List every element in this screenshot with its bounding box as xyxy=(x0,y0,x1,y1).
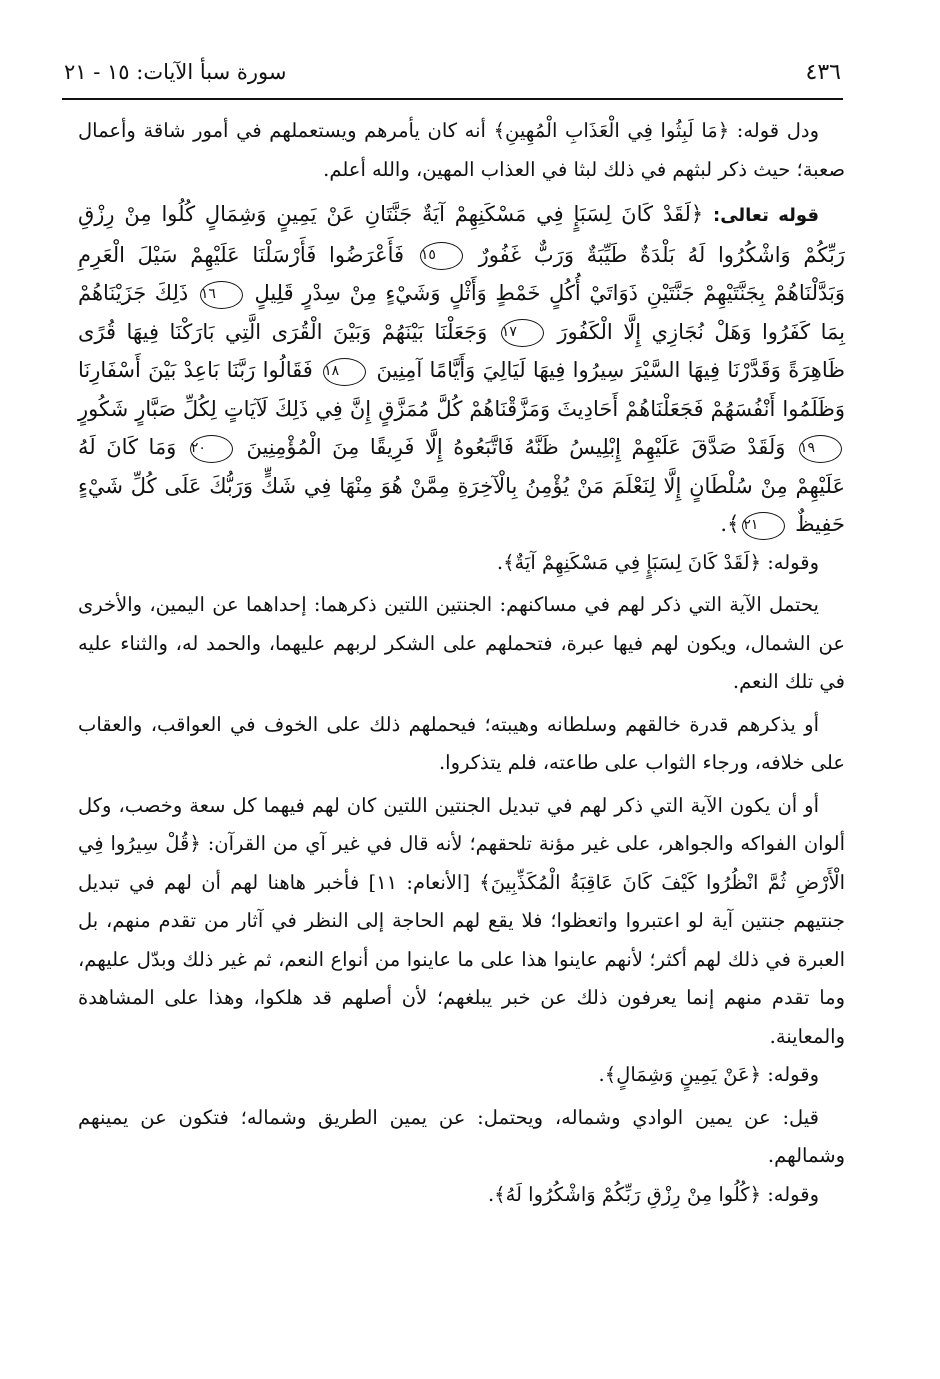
page-content xyxy=(78,112,845,1214)
quran-quote: ﴿مَا لَبِثُوا فِي الْعَذَابِ الْمُهِينِ﴾ xyxy=(493,119,730,142)
verse-text: ذَلِكَ جَزَيْنَاهُمْ بِمَا كَفَرُوا وَهَلْ نُجَازِي إِلَّا الْكَفُورَ xyxy=(78,281,845,344)
surah-title: سورة سبأ الآيات: ١٥ - ٢١ xyxy=(64,60,287,84)
text: ودل قوله: xyxy=(729,119,819,142)
verse-text: فَأَعْرَضُوا فَأَرْسَلْنَا عَلَيْهِمْ سَيْلَ الْعَرِمِ وَبَدَّلْنَاهُمْ بِجَنَّتَيْهِمْ جَنَّتَيْنِ ذَوَاتَيْ أُكُلٍ خَمْطٍ وَأَثْلٍ وَشَيْءٍ مِنْ سِدْرٍ قَلِيلٍ xyxy=(78,242,845,305)
paragraph: أو يذكرهم قدرة خالقهم وسلطانه وهيبته؛ فيحملهم ذلك على الخوف في العواقب، والعقاب على خلافه، ورجاء الثواب على طاعته، فلم يتذكروا. xyxy=(78,712,845,774)
ayah-number-marker: ١٦ xyxy=(200,281,243,309)
ayah-number-marker: ١٥ xyxy=(420,242,463,270)
text: وقوله: xyxy=(761,1182,819,1206)
verse-text: فَقَالُوا رَبَّنَا بَاعِدْ بَيْنَ أَسْفَارِنَا وَظَلَمُوا أَنْفُسَهُمْ فَجَعَلْنَاهُمْ أَحَادِيثَ وَمَزَّقْنَاهُمْ كُلَّ مُمَزَّقٍ إِنَّ فِي ذَلِكَ لَآيَاتٍ لِكُلِّ صَبَّارٍ شَكُورٍ xyxy=(78,358,845,421)
quran-quote: ﴿عَنْ يَمِينٍ وَشِمَالٍ﴾ xyxy=(604,1063,762,1086)
verse-text: وَمَا كَانَ لَهُ عَلَيْهِمْ مِنْ سُلْطَانٍ إِلَّا لِنَعْلَمَ مَنْ يُؤْمِنُ بِالْآخِرَةِ مِمَّنْ هُوَ مِنْهَا فِي شَكٍّ وَرَبُّكَ عَلَى كُلِّ شَيْءٍ حَفِيظٌ xyxy=(78,435,845,536)
text: وقوله: xyxy=(761,550,819,574)
verse-label: قوله تعالى: xyxy=(713,205,820,226)
page-header xyxy=(62,54,843,100)
page-number: ٤٣٦ xyxy=(805,60,841,85)
text: وقوله: xyxy=(761,1063,819,1086)
quran-quote: ﴿كُلُوا مِنْ رِزْقِ رَبِّكُمْ وَاشْكُرُوا لَهُ﴾ xyxy=(494,1182,762,1206)
verse-text: ﴿لَقَدْ كَانَ لِسَبَإٍ فِي مَسْكَنِهِمْ آيَةٌ جَنَّتَانِ عَنْ يَمِينٍ وَشِمَالٍ كُلُوا مِنْ رِزْقِ رَبِّكُمْ وَاشْكُرُوا لَهُ بَلْدَةٌ طَيِّبَةٌ وَرَبٌّ غَفُورٌ xyxy=(78,202,845,267)
ayah-number-marker: ١٩ xyxy=(799,435,842,463)
paragraph-quote xyxy=(78,1176,845,1215)
ayah-number-marker: ١٧ xyxy=(501,319,544,347)
text: فأخبر هاهنا لهم أن لهم في تبديل جنتيهم جنتين آية لو اعتبروا واتعظوا؛ فلا يقع لهم الحاجة إلى النظر في آثار من تقدم منهم، بل العبرة في ذلك لهم أكثر؛ لأنهم عاينوا هذا على ما عاينوا من أنواع النعم، ثم غير ذلك وبدّل عليهم، وما تقدم منهم إنما يعرفون ذلك عن خبر يبلغهم؛ لأن أصلهم قد هلكوا، وهذا على المشاهدة والمعاينة. xyxy=(78,870,845,1048)
text: . xyxy=(598,1063,605,1086)
verse-text: وَلَقَدْ صَدَّقَ عَلَيْهِمْ إِبْلِيسُ ظَنَّهُ فَاتَّبَعُوهُ إِلَّا فَرِيقًا مِنَ الْمُؤْمِنِينَ xyxy=(246,435,786,459)
verse-block xyxy=(78,195,845,544)
text: أنه كان يأمرهم ويستعملهم في أمور شاقة وأعمال صعبة؛ حيث ذكر لبثهم في ذلك لبثا في العذاب المهين، والله أعلم. xyxy=(78,119,845,181)
paragraph-quote xyxy=(78,544,845,583)
quran-quote: ﴿لَقَدْ كَانَ لِسَبَإٍ فِي مَسْكَنِهِمْ آيَةٌ﴾ xyxy=(503,550,762,574)
paragraph: يحتمل الآية التي ذكر لهم في مساكنهم: الجنتين اللتين ذكرهما: إحداهما عن اليمين، والأخرى عن الشمال، ويكون لهم فيها عبرة، فتحملهم على الشكر لربهم عليهما، والحمد له، والثناء عليه في تلك النعم. xyxy=(78,593,845,693)
paragraph-quote xyxy=(78,1056,845,1095)
text: . xyxy=(496,550,504,574)
ayah-number-marker: ١٨ xyxy=(323,358,366,386)
verse-text: وَجَعَلْنَا بَيْنَهُمْ وَبَيْنَ الْقُرَى الَّتِي بَارَكْنَا فِيهَا قُرًى ظَاهِرَةً وَقَدَّرْنَا فِيهَا السَّيْرَ سِيرُوا فِيهَا لَيَالِيَ وَأَيَّامًا آمِنِينَ xyxy=(78,319,845,382)
surah-reference: [الأنعام: ١١] xyxy=(368,870,480,894)
text: . xyxy=(487,1182,495,1206)
text: أو أن يكون الآية التي ذكر لهم في تبديل الجنتين اللتين كان لهم فيهما كل سعة وخصب، وكل ألوان الفواكه والجواهر، على غير مؤنة تلحقهم؛ لأنه قال في غير آي من القرآن: xyxy=(78,793,845,855)
paragraph xyxy=(78,787,845,1057)
verse-close: ﴾. xyxy=(720,512,740,536)
ayah-number-marker: ٢١ xyxy=(742,512,785,540)
paragraph-intro xyxy=(78,112,845,189)
paragraph: قيل: عن يمين الوادي وشماله، ويحتمل: عن يمين الطريق وشماله؛ فتكون عن يمينهم وشمالهم. xyxy=(78,1105,845,1167)
ayah-number-marker: ٢٠ xyxy=(190,435,233,463)
quran-quote: ﴿قُلْ سِيرُوا فِي الْأَرْضِ ثُمَّ انْظُرُوا كَيْفَ كَانَ عَاقِبَةُ الْمُكَذِّبِينَ﴾ xyxy=(78,832,845,894)
